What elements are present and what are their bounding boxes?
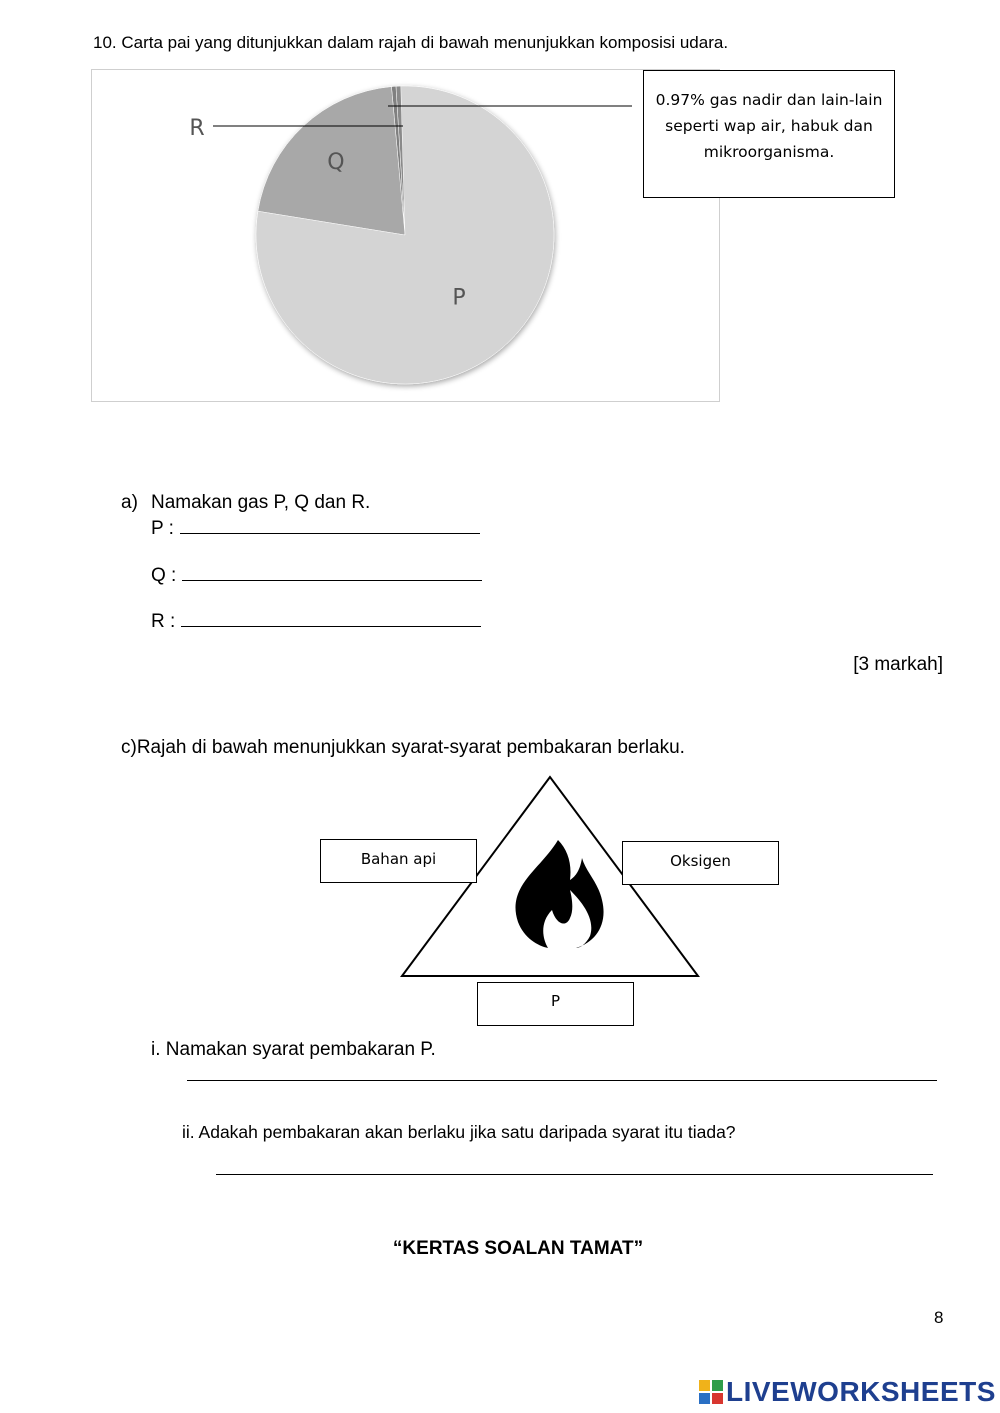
pie-label-q: Q [327,149,345,175]
brand-text: LIVEWORKSHEETS [726,1376,996,1407]
end-note: “KERTAS SOALAN TAMAT” [392,1238,644,1259]
answer-blank-r[interactable] [181,608,481,627]
answer-row-r [151,608,481,633]
pie-chart [91,69,720,402]
answer-label-p: P : [151,518,174,539]
page-number: 8 [934,1308,944,1327]
brand-logo [698,1375,996,1409]
part-a-prompt: Namakan gas P, Q dan R. [151,492,371,513]
answer-line-ii[interactable] [216,1174,933,1175]
pie-label-r: R [189,116,205,141]
part-c-prompt: c)Rajah di bawah menunjukkan syarat-syarat pembakaran berlaku. [121,737,685,758]
part-a-heading [121,492,370,514]
answer-label-r: R : [151,611,176,632]
pie-label-p: P [452,285,466,311]
answer-blank-q[interactable] [182,562,482,581]
brand-mark-icon [698,1379,724,1405]
fuel-label-box: Bahan api [320,839,477,883]
chart-callout-box: 0.97% gas nadir dan lain-lain seperti wap air, habuk dan mikroorganisma. [643,70,895,198]
answer-label-q: Q : [151,565,177,586]
answer-row-p [151,515,480,540]
sub-question-ii: ii. Adakah pembakaran akan berlaku jika satu daripada syarat itu tiada? [182,1122,736,1142]
oxygen-label-box: Oksigen [622,841,779,885]
part-a-marker: a) [121,492,138,513]
answer-blank-p[interactable] [180,515,480,534]
condition-p-label-box: P [477,982,634,1026]
sub-question-i: i. Namakan syarat pembakaran P. [151,1039,436,1060]
question-title: 10. Carta pai yang ditunjukkan dalam rajah di bawah menunjukkan komposisi udara. [93,33,729,52]
answer-line-i[interactable] [187,1080,937,1081]
marks-label: [3 markah] [853,654,943,675]
answer-row-q [151,562,482,587]
